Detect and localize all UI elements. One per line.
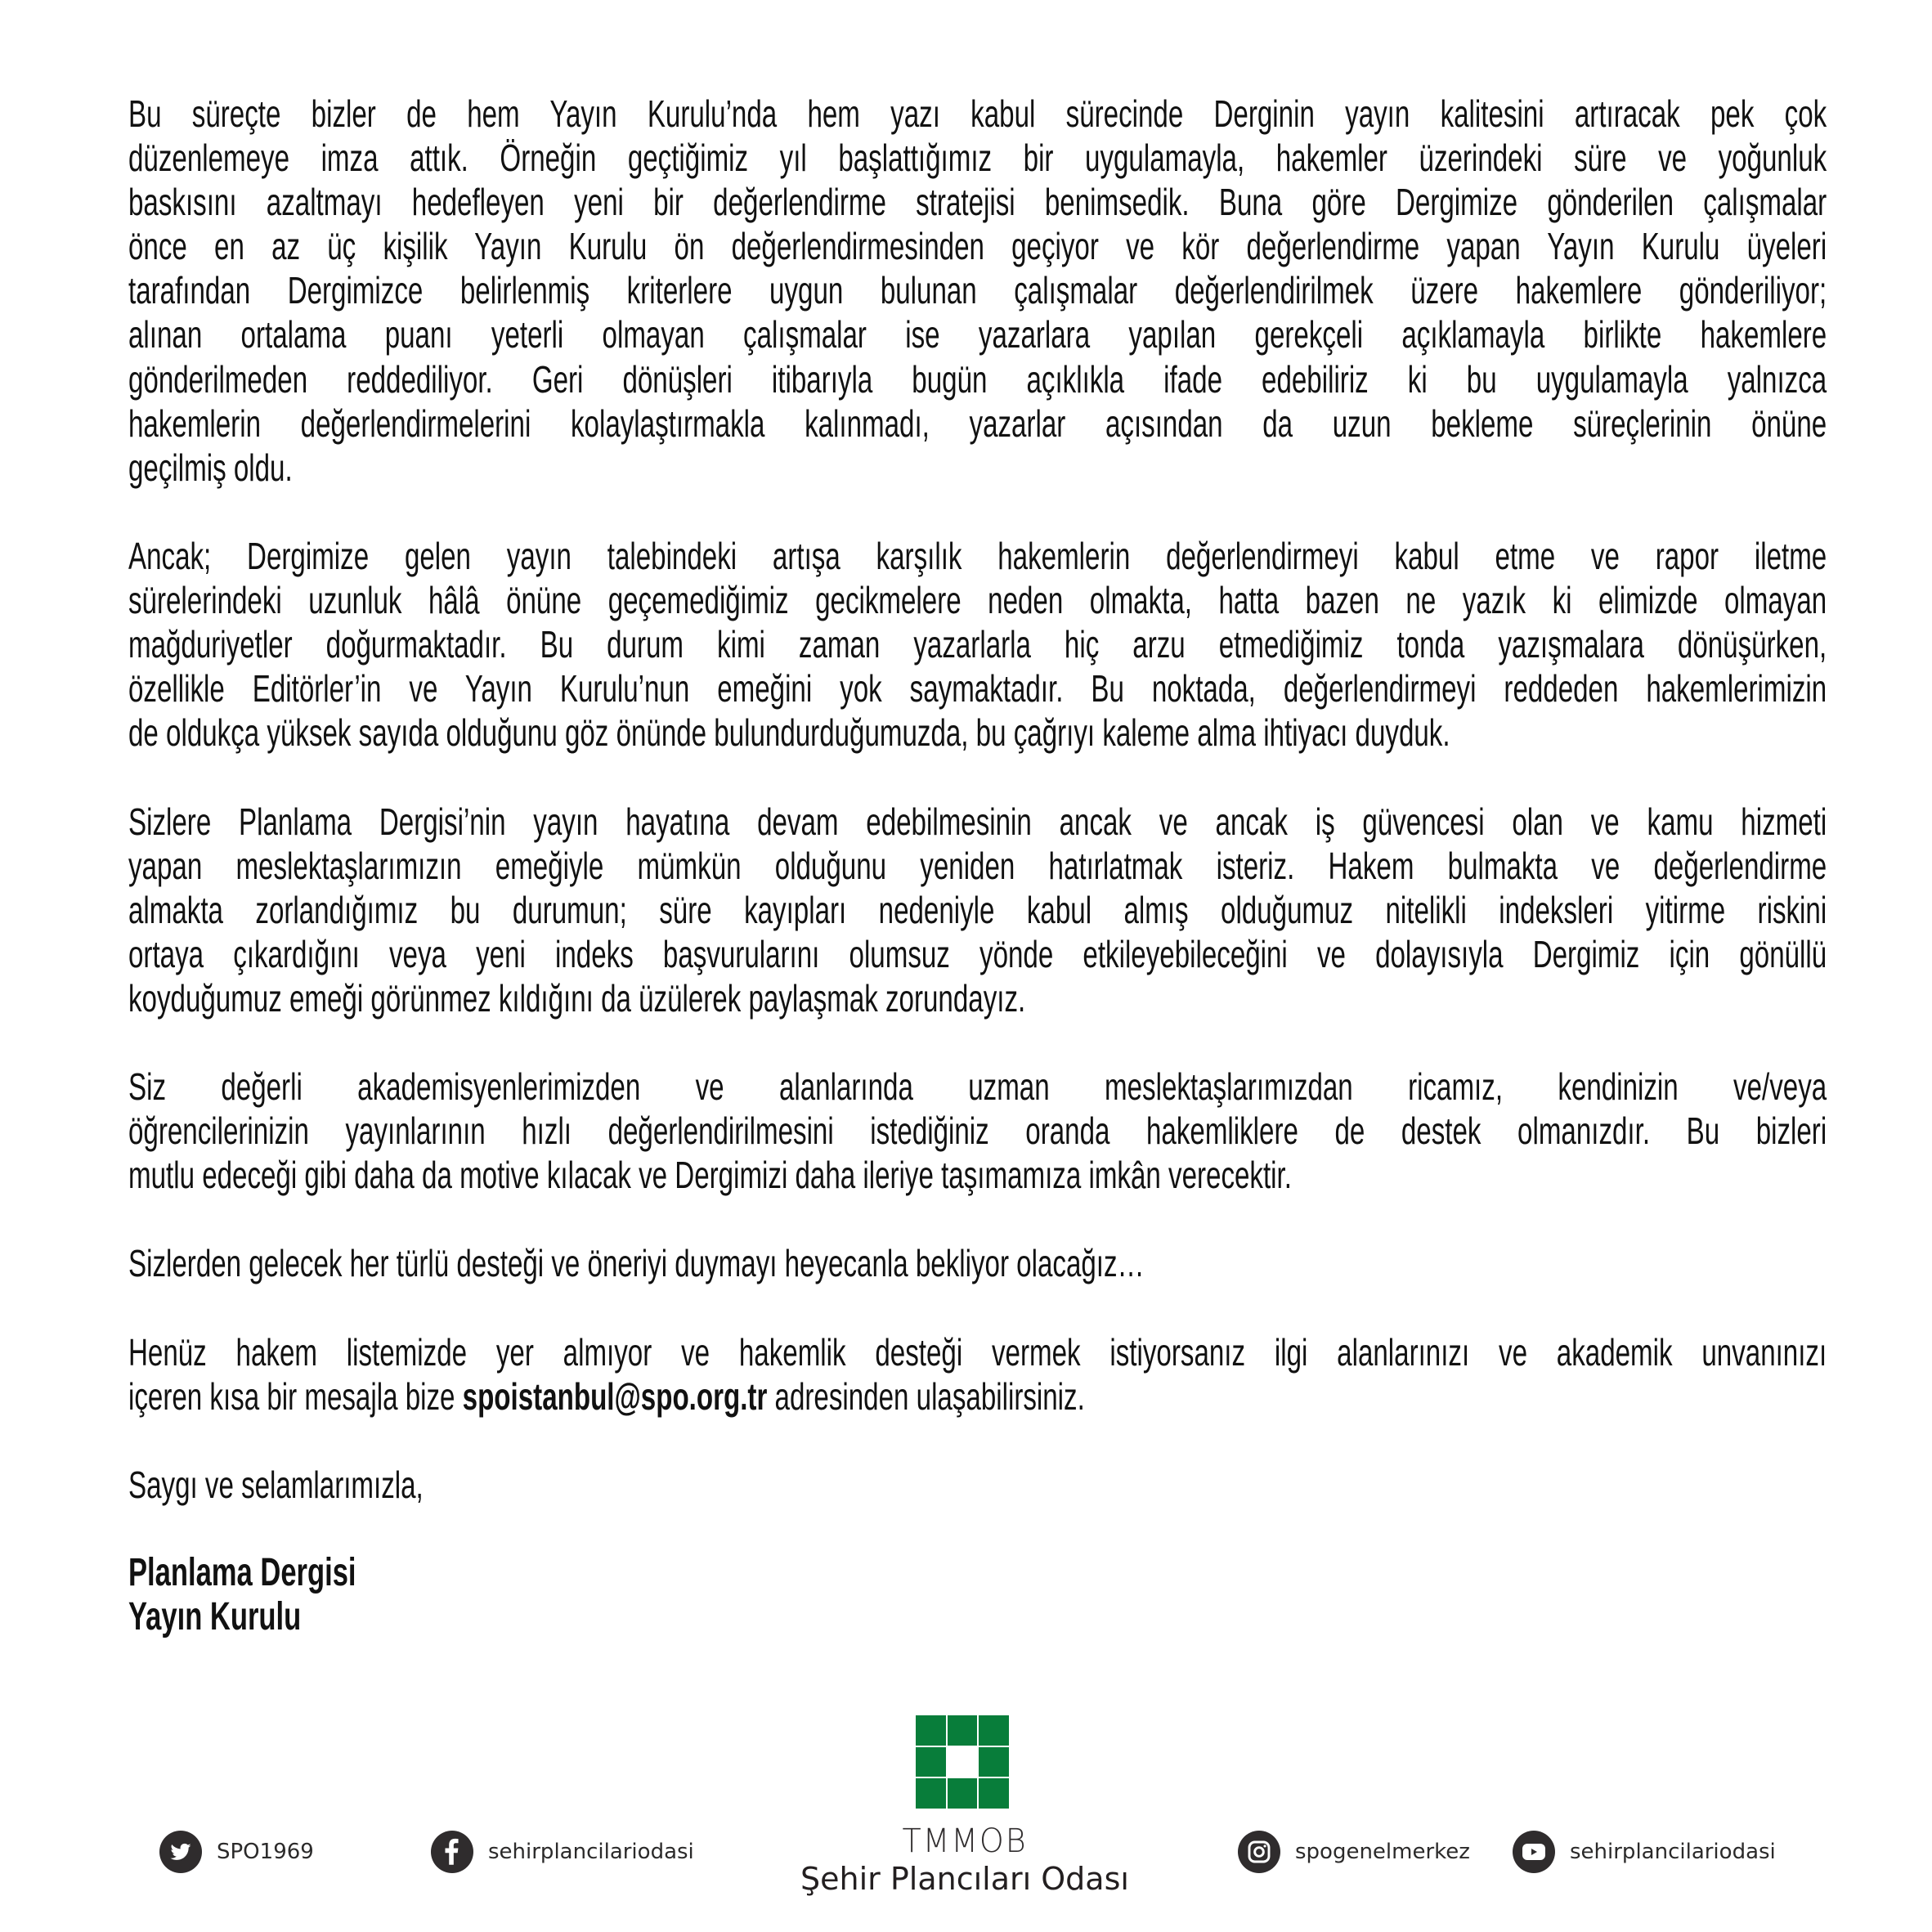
social-instagram[interactable]	[1238, 1830, 1470, 1874]
text-line: ortaya çıkardığını veya yeni indeks başvurularını olumsuz yönde etkileyebileceğini ve dolayısıyla Dergimiz için gönüllü	[128, 932, 1827, 975]
text-line: mağduriyetler doğurmaktadır. Bu durum kimi zaman yazarlarla hiç arzu etmediğimiz tonda yazışmalara dönüşürken,	[128, 623, 1827, 666]
text-line: koyduğumuz emeği görünmez kıldığını da üzülerek paylaşmak zorundayız.	[128, 976, 1026, 1020]
text-line: almakta zorlandığımız bu durumun; süre kayıpları nedeniyle kabul almış olduğumuz nitelikli indeksleri yitirme riskini	[128, 888, 1827, 931]
facebook-handle: sehirplancilariodasi	[488, 1840, 694, 1864]
text-line: alınan ortalama puanı yeterli olmayan çalışmalar ise yazarlara yapılan gerekçeli açıklamayla birlikte hakemlere	[128, 313, 1827, 356]
letter-body	[128, 92, 1827, 1683]
contact-paragraph	[128, 1330, 1827, 1419]
text-line: Sizlerden gelecek her türlü desteği ve öneriyi duymayı heyecanla bekliyor olacağız…	[128, 1242, 1145, 1285]
twitter-handle: SPO1969	[217, 1840, 314, 1864]
instagram-icon	[1238, 1831, 1280, 1873]
paragraph-3	[128, 800, 1827, 1020]
social-facebook[interactable]	[431, 1830, 694, 1874]
logo-tmmob-text: TMMOB	[902, 1822, 1028, 1860]
twitter-icon	[159, 1831, 202, 1873]
text-line: gönderilmeden reddediliyor. Geri dönüşleri itibarıyla bugün açıklıkla ifade edebiliriz ki bu uygulamayla yalnızca	[128, 357, 1827, 401]
signature	[128, 1551, 1827, 1639]
text-line: Ancak; Dergimize gelen yayın talebindeki artışa karşılık hakemlerin değerlendirmeyi kabul etme ve rapor iletme	[128, 534, 1827, 577]
signature-line-2: Yayın Kurulu	[128, 1595, 302, 1639]
text-line: geçilmiş oldu.	[128, 446, 293, 489]
text-line	[128, 1374, 1827, 1419]
paragraph-4	[128, 1065, 1827, 1197]
text-line: yapan meslektaşlarımızın emeğiyle mümkün olduğunu yeniden hatırlatmak isteriz. Hakem bulmakta ve değerlendirme	[128, 844, 1827, 887]
text-line: özellikle Editörler’in ve Yayın Kurulu’nun emeğini yok saymaktadır. Bu noktada, değerlendirmeyi reddeden hakemlerimizin	[128, 667, 1827, 710]
instagram-handle: spogenelmerkez	[1295, 1840, 1470, 1864]
paragraph-1	[128, 92, 1827, 490]
contact-text-after: adresinden ulaşabilirsiniz.	[767, 1374, 1085, 1418]
text-line: Siz değerli akademisyenlerimizden ve alanlarında uzman meslektaşlarımızdan ricamız, kendinizin ve/veya	[128, 1065, 1827, 1109]
text-line: Bu süreçte bizler de hem Yayın Kurulu’nda hem yazı kabul sürecinde Derginin yayın kalitesini artıracak pek çok	[128, 92, 1827, 135]
social-youtube[interactable]	[1513, 1830, 1776, 1874]
youtube-handle: sehirplancilariodasi	[1570, 1840, 1776, 1864]
text-line: de oldukça yüksek sayıda olduğunu göz önünde bulundurduğumuzda, bu çağrıyı kaleme alma ihtiyacı duyduk.	[128, 711, 1450, 755]
text-line: öğrencilerinizin yayınlarının hızlı değerlendirilmesini istediğiniz oranda hakemliklere de destek olmanızdır. Bu bizleri	[128, 1109, 1827, 1153]
logo-org-name: Şehir Plancıları Odası	[800, 1861, 1129, 1897]
paragraph-5	[128, 1241, 1827, 1285]
facebook-icon	[431, 1831, 473, 1873]
text-line: hakemlerin değerlendirmelerini kolaylaştırmakla kalınmadı, yazarlar açısından da uzun bekleme süreçlerinin önüne	[128, 401, 1827, 445]
closing	[128, 1463, 1827, 1507]
text-line: düzenlemeye imza attık. Örneğin geçtiğimiz yıl başlattığımız bir uygulamayla, hakemler üzerindeki süre ve yoğunluk	[128, 137, 1827, 180]
paragraph-2	[128, 534, 1827, 755]
signature-line-1: Planlama Dergisi	[128, 1551, 356, 1595]
social-twitter[interactable]	[159, 1830, 314, 1874]
contact-text-before: içeren kısa bir mesajla bize	[128, 1374, 463, 1418]
text-line: mutlu edeceği gibi daha da motive kılacak ve Dergimizi daha ileriye taşımamıza imkân verecektir.	[128, 1154, 1292, 1197]
youtube-icon	[1513, 1831, 1555, 1873]
closing-text: Saygı ve selamlarımızla,	[128, 1463, 424, 1506]
text-line: tarafından Dergimizce belirlenmiş kriterlere uygun bulunan çalışmalar değerlendirilmek üzere hakemlere gönderiliyor;	[128, 269, 1827, 312]
text-line: sürelerindeki uzunluk hâlâ önüne geçemediğimiz gecikmelere neden olmakta, hatta bazen ne yazık ki elimizde olmayan	[128, 579, 1827, 622]
text-line: önce en az üç kişilik Yayın Kurulu ön değerlendirmesinden geçiyor ve kör değerlendirme yapan Yayın Kurulu üyeleri	[128, 225, 1827, 268]
contact-email-link[interactable]: spoistanbul@spo.org.tr	[462, 1374, 768, 1418]
logo-grid-icon	[916, 1715, 1009, 1809]
text-line: baskısını azaltmayı hedefleyen yeni bir değerlendirme stratejisi benimsedik. Buna göre Dergimize gönderilen çalışmalar	[128, 181, 1827, 224]
text-line: Henüz hakem listemizde yer almıyor ve hakemlik desteği vermek istiyorsanız ilgi alanlarınızı ve akademik unvanınızı	[128, 1330, 1827, 1374]
text-line: Sizlere Planlama Dergisi’nin yayın hayatına devam edebilmesinin ancak ve ancak iş güvencesi olan ve kamu hizmeti	[128, 800, 1827, 843]
